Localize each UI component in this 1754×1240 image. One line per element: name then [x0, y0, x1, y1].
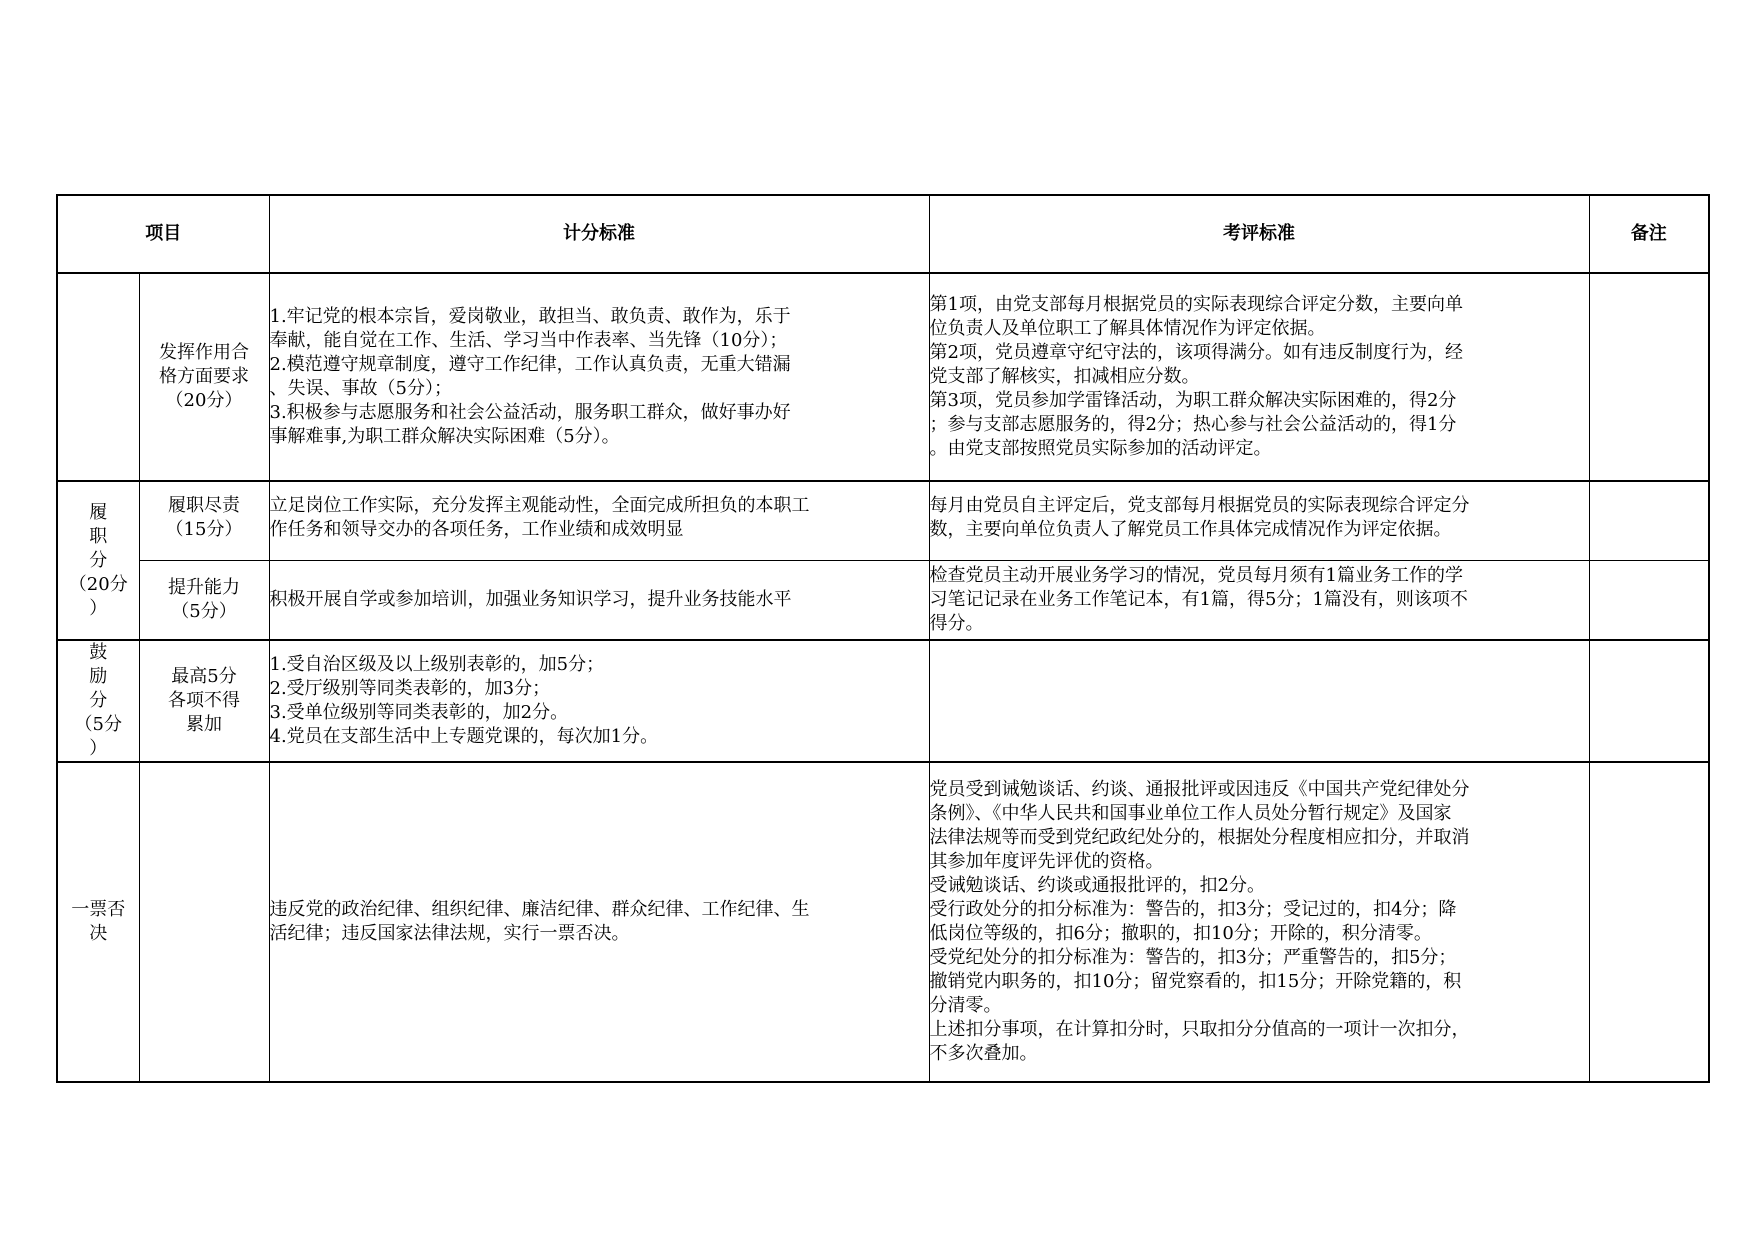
evaluation-line: 受行政处分的扣分标准为：警告的，扣3分；受记过的，扣4分；降 — [929, 899, 1457, 920]
header-remarks: 备注 — [1589, 195, 1709, 273]
scoring-line: 4.党员在支部生活中上专题党课的，每次加1分。 — [269, 726, 659, 747]
evaluation-cell — [929, 762, 1589, 1082]
evaluation-line: 党支部了解核实，扣减相应分数。 — [929, 366, 1200, 387]
evaluation-cell — [929, 273, 1589, 481]
header-scoring: 计分标准 — [269, 195, 929, 273]
table-row — [57, 481, 1709, 560]
evaluation-line: 第3项，党员参加学雷锋活动，为职工群众解决实际困难的，得2分 — [929, 390, 1457, 411]
category-label: 鼓 — [89, 642, 108, 663]
subitem-cell — [139, 640, 269, 762]
scoring-line: 3.积极参与志愿服务和社会公益活动，服务职工群众，做好事办好 — [269, 402, 791, 423]
scoring-line: 事解难事,为职工群众解决实际困难（5分）。 — [269, 426, 620, 447]
table-row — [57, 640, 1709, 762]
subitem-label: 履职尽责 — [168, 495, 240, 516]
evaluation-table — [56, 194, 1710, 1083]
evaluation-line: 法律法规等而受到党纪政纪处分的，根据处分程度相应扣分，并取消 — [929, 827, 1470, 848]
evaluation-line: 上述扣分事项，在计算扣分时，只取扣分分值高的一项计一次扣分， — [929, 1019, 1470, 1040]
category-label: ） — [89, 597, 108, 619]
evaluation-line: 位负责人及单位职工了解具体情况作为评定依据。 — [929, 318, 1326, 339]
subitem-label: 提升能力 — [168, 576, 240, 598]
category-label: 决 — [89, 923, 108, 944]
header-evaluation: 考评标准 — [929, 195, 1589, 273]
evaluation-line: 受诫勉谈话、约谈或通报批评的，扣2分。 — [929, 875, 1265, 896]
subitem-label: （5分） — [171, 600, 237, 622]
category-label: 励 — [89, 666, 108, 687]
subitem-label: 累加 — [186, 714, 222, 735]
scoring-cell — [269, 762, 929, 1082]
category-cell — [57, 273, 139, 481]
remarks-cell — [1589, 481, 1709, 560]
subitem-label: 各项不得 — [168, 690, 240, 711]
category-label: （20分 — [68, 573, 128, 595]
remarks-cell — [1589, 762, 1709, 1082]
category-cell — [57, 481, 139, 640]
scoring-cell — [269, 640, 929, 762]
evaluation-cell — [929, 640, 1589, 762]
evaluation-line: ；参与支部志愿服务的，得2分；热心参与社会公益活动的，得1分 — [929, 414, 1457, 435]
category-label: 分 — [89, 549, 108, 571]
table-row — [57, 762, 1709, 1082]
scoring-line: 立足岗位工作实际，充分发挥主观能动性，全面完成所担负的本职工 — [269, 495, 810, 516]
evaluation-line: 每月由党员自主评定后，党支部每月根据党员的实际表现综合评定分 — [929, 495, 1470, 516]
scoring-line: 3.受单位级别等同类表彰的，加2分。 — [269, 702, 569, 723]
scoring-line: 活纪律；违反国家法律法规，实行一票否决。 — [269, 923, 630, 944]
evaluation-line: 第2项，党员遵章守纪守法的，该项得满分。如有违反制度行为，经 — [929, 342, 1463, 363]
subitem-label: （20分） — [165, 390, 243, 411]
scoring-line: 1.受自治区级及以上级别表彰的，加5分； — [269, 654, 605, 675]
scoring-line: 、失误、事故（5分）； — [269, 378, 452, 399]
subitem-label: 最高5分 — [171, 666, 237, 687]
evaluation-line: 习笔记记录在业务工作笔记本，有1篇，得5分；1篇没有，则该项不 — [929, 588, 1468, 610]
category-label: 分 — [89, 690, 108, 711]
subitem-label: 发挥作用合 — [159, 342, 249, 363]
category-cell — [57, 640, 139, 762]
evaluation-line: 不多次叠加。 — [929, 1043, 1038, 1064]
evaluation-cell — [929, 481, 1589, 560]
scoring-cell — [269, 481, 929, 560]
evaluation-line: 其参加年度评先评优的资格。 — [929, 851, 1164, 872]
evaluation-line: 受党纪处分的扣分标准为：警告的，扣3分；严重警告的，扣5分； — [929, 947, 1457, 968]
evaluation-cell — [929, 560, 1589, 640]
scoring-line: 作任务和领导交办的各项任务，工作业绩和成效明显 — [269, 519, 684, 540]
remarks-cell — [1589, 273, 1709, 481]
evaluation-line: 撤销党内职务的，扣10分；留党察看的，扣15分；开除党籍的，积 — [929, 971, 1462, 992]
subitem-cell — [139, 560, 269, 640]
category-label: 职 — [89, 525, 108, 547]
remarks-cell — [1589, 560, 1709, 640]
evaluation-line: 分清零。 — [929, 995, 1002, 1016]
subitem-cell — [139, 273, 269, 481]
subitem-cell — [139, 481, 269, 560]
evaluation-line: 条例》、《中华人民共和国事业单位工作人员处分暂行规定》及国家 — [929, 803, 1452, 824]
scoring-cell — [269, 273, 929, 481]
scoring-line: 2.受厅级别等同类表彰的，加3分； — [269, 678, 551, 699]
category-label: （5分 — [74, 714, 122, 735]
subitem-label: 格方面要求 — [159, 366, 249, 387]
evaluation-line: 数，主要向单位负责人了解党员工作具体完成情况作为评定依据。 — [929, 519, 1452, 540]
category-cell — [57, 762, 139, 1082]
evaluation-line: 党员受到诫勉谈话、约谈、通报批评或因违反《中国共产党纪律处分 — [929, 779, 1470, 800]
scoring-line: 违反党的政治纪律、组织纪律、廉洁纪律、群众纪律、工作纪律、生 — [269, 899, 810, 920]
table-row — [57, 273, 1709, 481]
evaluation-line: 低岗位等级的，扣6分；撤职的，扣10分；开除的，积分清零。 — [929, 923, 1432, 944]
header-row — [57, 195, 1709, 273]
scoring-line: 1.牢记党的根本宗旨，爱岗敬业，敢担当、敢负责、敢作为，乐于 — [269, 306, 791, 327]
evaluation-line: 得分。 — [929, 612, 984, 634]
evaluation-line: 检查党员主动开展业务学习的情况，党员每月须有1篇业务工作的学 — [929, 564, 1463, 586]
scoring-cell — [269, 560, 929, 640]
header-item: 项目 — [57, 195, 269, 273]
scoring-line: 2.模范遵守规章制度，遵守工作纪律，工作认真负责，无重大错漏 — [269, 354, 791, 375]
evaluation-line: 第1项，由党支部每月根据党员的实际表现综合评定分数，主要向单 — [929, 294, 1463, 315]
category-label: 一票否 — [71, 899, 126, 920]
category-label: ） — [89, 738, 108, 759]
table-row — [57, 560, 1709, 640]
category-label: 履 — [89, 501, 108, 523]
scoring-line: 奉献，能自觉在工作、生活、学习当中作表率、当先锋（10分）； — [269, 330, 788, 351]
evaluation-line: 。由党支部按照党员实际参加的活动评定。 — [929, 438, 1272, 459]
subitem-label: （15分） — [165, 519, 243, 540]
subitem-cell — [139, 762, 269, 1082]
scoring-line: 积极开展自学或参加培训，加强业务知识学习，提升业务技能水平 — [269, 588, 792, 610]
remarks-cell — [1589, 640, 1709, 762]
